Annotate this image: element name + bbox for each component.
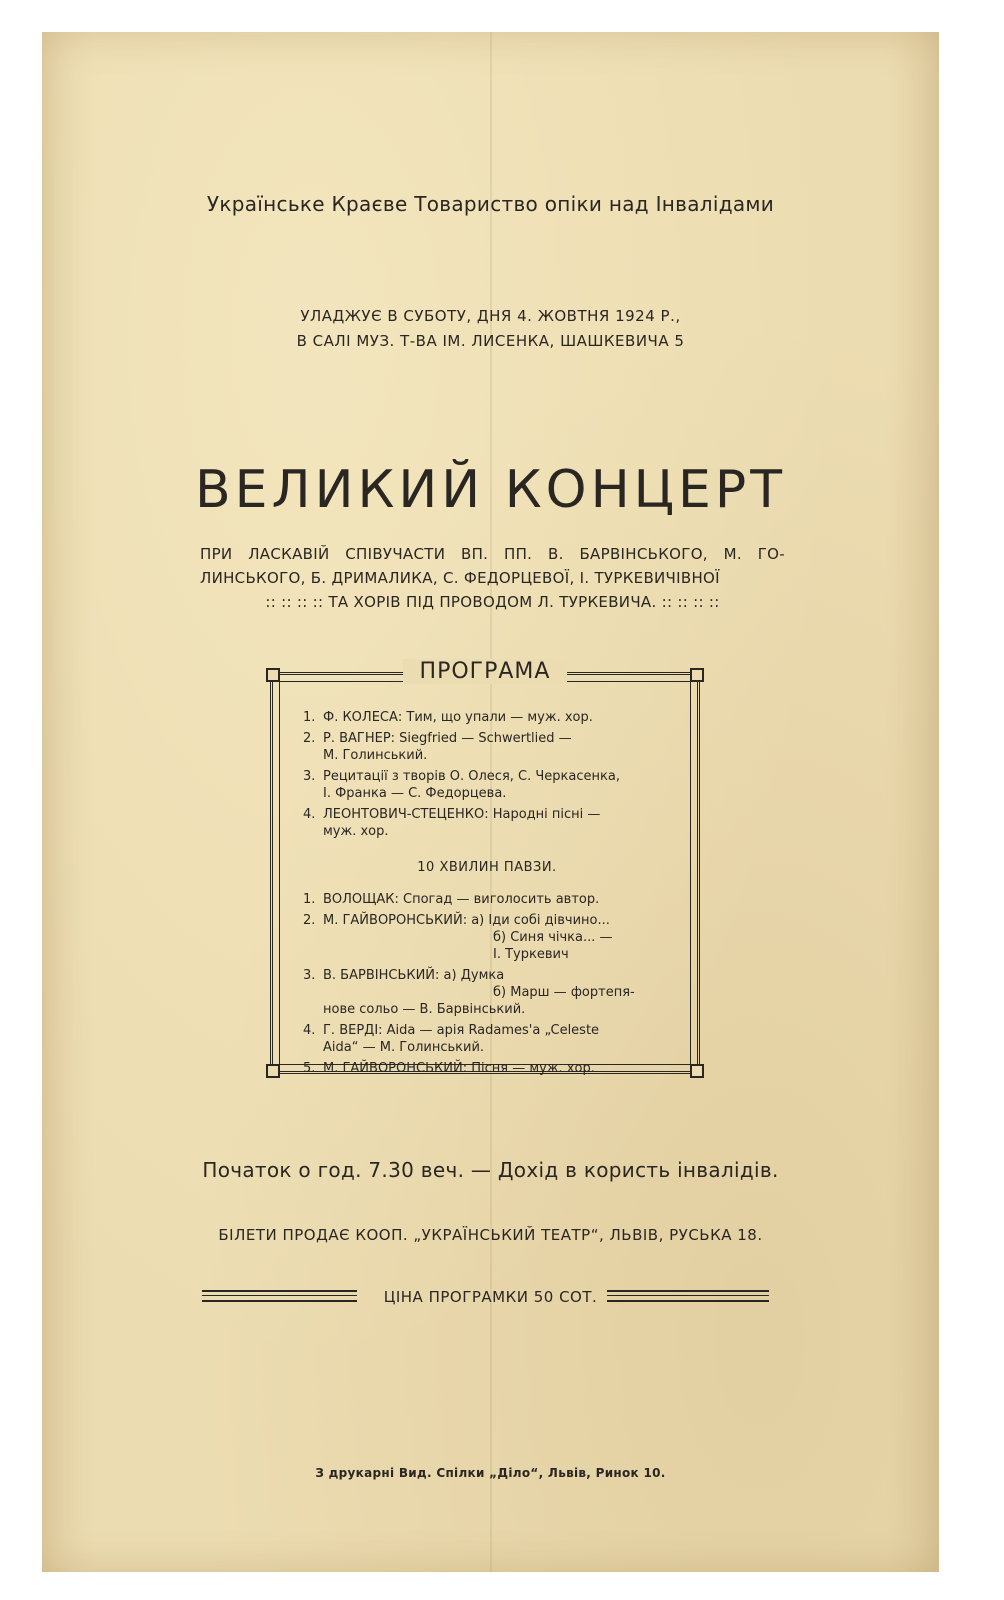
- program-item: [303, 768, 671, 802]
- program-item-text-cont: б) Марш — фортепя-: [493, 985, 635, 1000]
- program-item-text: В. БАРВІНСЬКИЙ: а) Думка: [323, 968, 505, 983]
- program-item-number: 4.: [303, 807, 316, 822]
- organization-name: Українське Краєве Товариство опіки над Інвалідами: [206, 192, 775, 216]
- participants-line-2: ЛИНСЬКОГО, Б. ДРИМАЛИКА, С. ФЕДОРЦЕВОЇ, І. ТУРКЕВИЧІВНОЇ: [200, 569, 720, 587]
- program-item-text: Ф. КОЛЕСА: Тим, що упали — муж. хор.: [323, 710, 593, 725]
- frame-corner-ornament: [266, 1064, 280, 1078]
- decorative-rule-right: [607, 1290, 769, 1302]
- participants-block: [200, 542, 785, 614]
- start-time-note: Початок о год. 7.30 веч. — Дохід в користь інвалідів.: [202, 1158, 779, 1182]
- program-item-text-cont: муж. хор.: [323, 824, 389, 839]
- frame-corner-ornament: [266, 668, 280, 682]
- program-item-text-cont: Aida“ — М. Голинський.: [323, 1040, 485, 1055]
- program-item-number: 5.: [303, 1061, 316, 1076]
- program-item-text: Р. ВАГНЕР: Siegfried — Schwertlied —: [323, 731, 572, 746]
- program-item-number: 2.: [303, 913, 316, 928]
- event-date: УЛАДЖУЄ В СУБОТУ, ДНЯ 4. ЖОВТНЯ 1924 Р.,: [300, 307, 681, 325]
- program-title: ПРОГРАМА: [403, 659, 567, 684]
- program-item: [303, 1060, 671, 1077]
- program-item-text-cont: нове сольо — В. Барвінський.: [323, 1002, 526, 1017]
- intermission-label: 10 ХВИЛИН ПАВЗИ.: [417, 860, 557, 875]
- program-item-text: ЛЕОНТОВИЧ-СТЕЦЕНКО: Народні пісні —: [323, 807, 601, 822]
- program-item-text: Г. ВЕРДІ: Aida — арія Radames'a „Celeste: [323, 1023, 600, 1038]
- program-item-text: ВОЛОЩАК: Спогад — виголосить автор.: [323, 892, 600, 907]
- program-price: ЦІНА ПРОГРАМКИ 50 СОТ.: [383, 1288, 598, 1306]
- program-item-text: Рецитації з творів О. Олеся, С. Черкасенка,: [323, 769, 620, 784]
- concert-poster-sheet: [42, 32, 939, 1572]
- program-item-number: 2.: [303, 731, 316, 746]
- program-item-text: М. ГАЙВОРОНСЬКИЙ: а) Іди собі дівчино...: [323, 913, 610, 928]
- frame-corner-ornament: [690, 1064, 704, 1078]
- program-item-number: 1.: [303, 710, 316, 725]
- participants-line-1: ПРИ ЛАСКАВІЙ СПІВУЧАСТИ ВП. ПП. В. БАРВІНСЬКОГО, М. ГО-: [200, 545, 785, 563]
- program-item-number: 3.: [303, 769, 316, 784]
- program-list: [303, 709, 671, 1081]
- program-item: [303, 967, 671, 1018]
- program-item-number: 4.: [303, 1023, 316, 1038]
- printer-imprint: З друкарні Вид. Спілки „Діло“, Львів, Ринок 10.: [315, 1466, 666, 1480]
- program-item-text-cont: б) Синя чічка... —: [493, 930, 613, 945]
- program-item: [303, 730, 671, 764]
- frame-corner-ornament: [690, 668, 704, 682]
- program-item: [303, 1022, 671, 1056]
- program-item-text-cont: І. Туркевич: [493, 947, 569, 962]
- ticket-sales-note: БІЛЕТИ ПРОДАЄ КООП. „УКРАЇНСЬКИЙ ТЕАТР“, ЛЬВІВ, РУСЬКА 18.: [218, 1226, 763, 1244]
- concert-title: ВЕЛИКИЙ КОНЦЕРТ: [194, 460, 787, 520]
- program-item-text-cont: М. Голинський.: [323, 748, 428, 763]
- program-item: [303, 891, 671, 908]
- program-frame: [270, 659, 700, 1076]
- program-item-number: 3.: [303, 968, 316, 983]
- program-item-text: М. ГАЙВОРОНСЬКИЙ: Пісня — муж. хор.: [323, 1061, 595, 1076]
- program-item-number: 1.: [303, 892, 316, 907]
- program-item: [303, 912, 671, 963]
- program-item: [303, 709, 671, 726]
- event-venue: В САЛІ МУЗ. Т-ВА ІМ. ЛИСЕНКА, ШАШКЕВИЧА 5: [296, 332, 685, 350]
- program-item: [303, 806, 671, 840]
- participants-line-3: :: :: :: :: ТА ХОРІВ ПІД ПРОВОДОМ Л. ТУРКЕВИЧА. :: :: :: ::: [265, 593, 720, 611]
- program-item-text-cont: І. Франка — С. Федорцева.: [323, 786, 507, 801]
